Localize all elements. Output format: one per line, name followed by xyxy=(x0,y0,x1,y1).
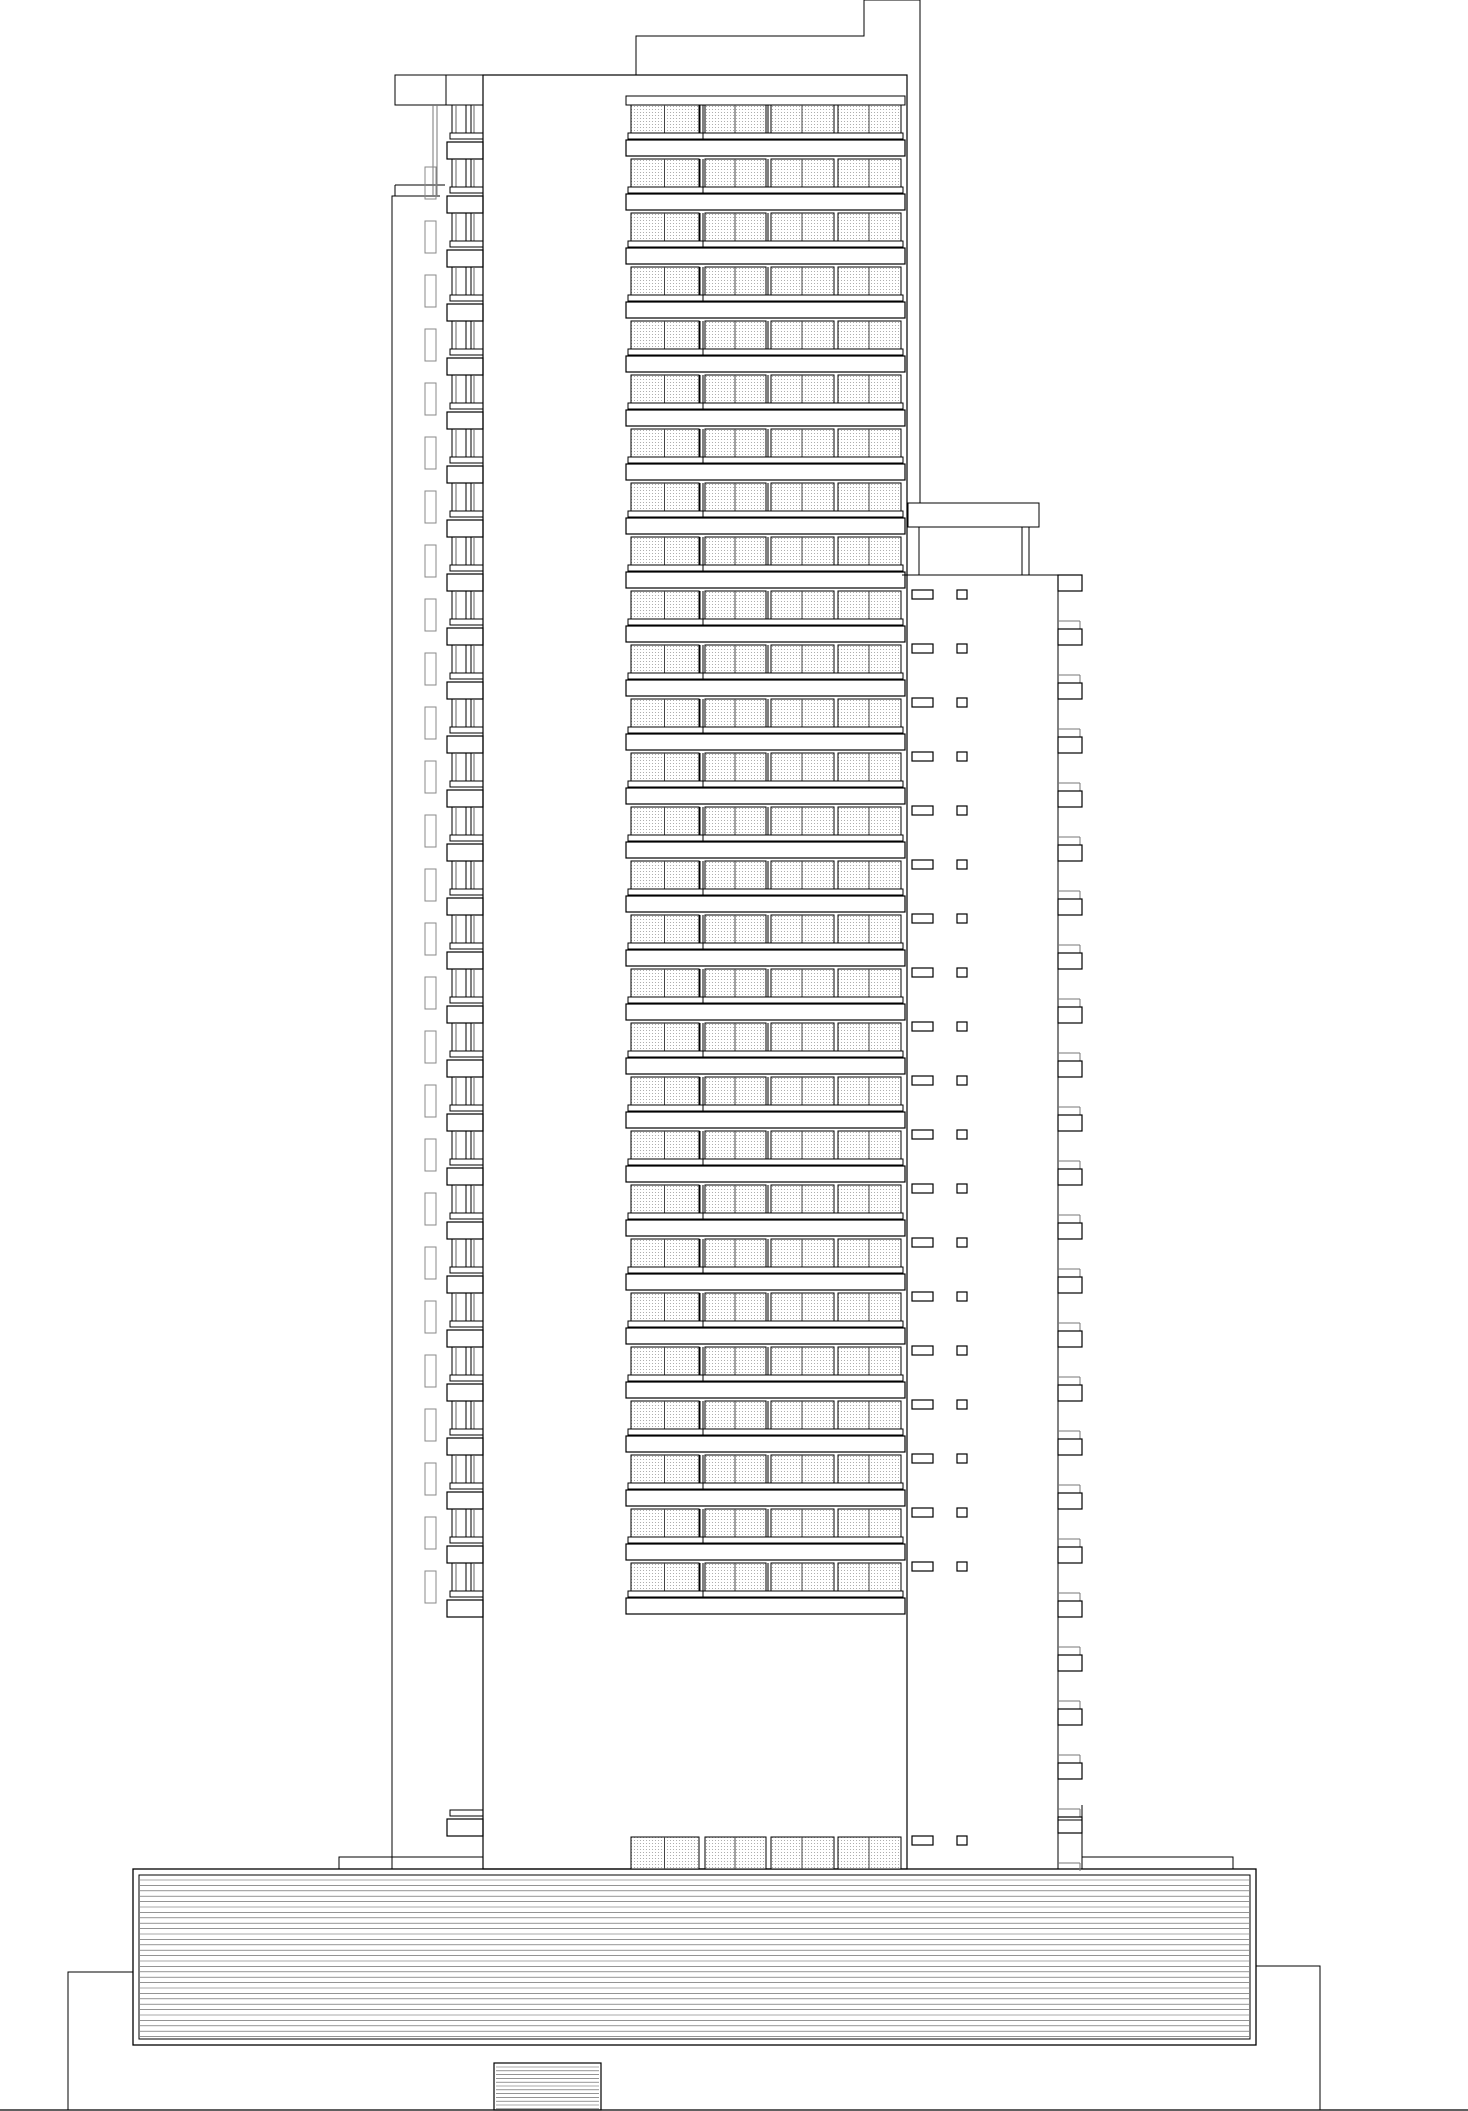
left-wing-balcony xyxy=(447,304,483,321)
side-wing-balcony xyxy=(1058,1061,1082,1077)
left-wing-window xyxy=(452,915,466,943)
left-wing-balcony xyxy=(447,358,483,375)
left-wing-window xyxy=(452,1401,466,1429)
left-wing-light-slot xyxy=(425,1193,436,1225)
left-wing-window xyxy=(452,1509,466,1537)
side-wing-roof-frame xyxy=(908,503,1039,527)
side-wing-window-small xyxy=(957,1238,967,1247)
left-wing-light-slot xyxy=(425,329,436,361)
side-wing-balcony xyxy=(1058,1655,1082,1671)
left-wing-window xyxy=(471,1077,483,1105)
left-wing-light-slot xyxy=(425,923,436,955)
slab-edge xyxy=(628,1483,903,1489)
slab-edge xyxy=(628,889,903,895)
left-wing-window xyxy=(452,1077,466,1105)
balcony-band xyxy=(626,410,905,426)
slab-edge xyxy=(628,1375,903,1381)
side-wing-balcony xyxy=(1058,1547,1082,1563)
side-wing-balcony xyxy=(1058,1817,1082,1833)
left-wing-window xyxy=(471,1239,483,1267)
left-wing-balcony xyxy=(447,574,483,591)
left-wing-light-slot xyxy=(425,1247,436,1279)
left-wing-slab xyxy=(450,1051,483,1057)
left-wing-window xyxy=(452,807,466,835)
slab-edge xyxy=(628,1213,903,1219)
side-wing-window-small xyxy=(957,590,967,599)
left-wing-balcony-base xyxy=(447,1819,483,1836)
side-wing-balcony xyxy=(1058,1007,1082,1023)
left-wing-balcony xyxy=(447,682,483,699)
left-wing-balcony xyxy=(447,1060,483,1077)
slab-edge xyxy=(628,1429,903,1435)
side-wing-window-wide xyxy=(912,1238,933,1247)
left-wing-balcony xyxy=(447,142,483,159)
side-wing-window-small xyxy=(957,968,967,977)
left-wing-balcony xyxy=(447,466,483,483)
left-wing-light-slot xyxy=(425,1517,436,1549)
side-wing-balcony xyxy=(1058,1331,1082,1347)
left-wing-light-slot xyxy=(425,707,436,739)
left-wing-window xyxy=(471,1023,483,1051)
left-wing-window xyxy=(471,429,483,457)
left-wing-window xyxy=(471,1509,483,1537)
side-wing-window-wide xyxy=(912,1454,933,1463)
side-wing-window-wide xyxy=(912,860,933,869)
side-wing-window-small xyxy=(957,1836,967,1845)
left-wing-slab xyxy=(450,1213,483,1219)
slab-edge xyxy=(628,1321,903,1327)
slab-edge xyxy=(628,781,903,787)
left-wing-window xyxy=(471,1185,483,1213)
balcony-band xyxy=(626,896,905,912)
left-wing-window xyxy=(471,105,483,133)
left-wing-light-slot xyxy=(425,599,436,631)
side-wing-window-small xyxy=(957,860,967,869)
left-wing-balcony xyxy=(447,952,483,969)
balcony-band xyxy=(626,1058,905,1074)
balcony-band xyxy=(626,1598,905,1614)
side-wing-window-wide xyxy=(912,1562,933,1571)
side-wing-window-wide xyxy=(912,1130,933,1139)
side-wing-window-wide xyxy=(912,1184,933,1193)
left-wing-window xyxy=(471,213,483,241)
left-wing-slab xyxy=(450,619,483,625)
podium-roof-step-left xyxy=(339,1857,483,1869)
slab-edge xyxy=(628,457,903,463)
side-wing-window-small xyxy=(957,1508,967,1517)
left-wing-window xyxy=(452,213,466,241)
left-wing-window xyxy=(471,699,483,727)
left-wing-window xyxy=(471,159,483,187)
left-wing-light-slot xyxy=(425,1463,436,1495)
balcony-band xyxy=(626,1004,905,1020)
side-wing-window-wide xyxy=(912,752,933,761)
left-wing-balcony xyxy=(447,1330,483,1347)
left-wing-balcony xyxy=(447,790,483,807)
side-wing-balcony xyxy=(1058,845,1082,861)
left-wing-window xyxy=(471,1293,483,1321)
left-wing-balcony xyxy=(447,1114,483,1131)
side-wing-window-small xyxy=(957,1400,967,1409)
slab-edge xyxy=(628,511,903,517)
top-cornice xyxy=(626,96,905,105)
left-wing-light-slot xyxy=(425,1031,436,1063)
left-wing-window xyxy=(452,699,466,727)
balcony-band xyxy=(626,1490,905,1506)
side-wing-balcony xyxy=(1058,1385,1082,1401)
left-wing-window xyxy=(471,969,483,997)
side-wing-window-wide xyxy=(912,644,933,653)
side-wing-window-wide xyxy=(912,590,933,599)
side-wing-balcony xyxy=(1058,1439,1082,1455)
side-wing-balcony xyxy=(1058,683,1082,699)
left-wing-balcony xyxy=(447,844,483,861)
left-wing-window xyxy=(452,1455,466,1483)
left-wing-balcony xyxy=(447,1168,483,1185)
balcony-band xyxy=(626,1166,905,1182)
balcony-band xyxy=(626,356,905,372)
left-wing-slab xyxy=(450,1375,483,1381)
left-wing-balcony xyxy=(447,250,483,267)
side-wing-balcony xyxy=(1058,899,1082,915)
balcony-band xyxy=(626,302,905,318)
balcony-band xyxy=(626,464,905,480)
left-annex-outline xyxy=(68,1972,133,2110)
balcony-band xyxy=(626,950,905,966)
balcony-band xyxy=(626,1220,905,1236)
left-wing-balcony xyxy=(447,1384,483,1401)
left-wing-window xyxy=(471,1401,483,1429)
left-wing-balcony xyxy=(447,898,483,915)
left-wing-window xyxy=(452,753,466,781)
left-wing-window xyxy=(452,267,466,295)
left-wing-balcony xyxy=(447,628,483,645)
left-wing-light-slot xyxy=(425,1085,436,1117)
side-wing-window-wide xyxy=(912,1022,933,1031)
left-wing-light-slot xyxy=(425,869,436,901)
side-wing-window-small xyxy=(957,1076,967,1085)
left-wing-window xyxy=(471,483,483,511)
left-wing-window xyxy=(452,1131,466,1159)
balcony-band xyxy=(626,140,905,156)
left-wing-balcony xyxy=(447,412,483,429)
left-wing-balcony xyxy=(447,736,483,753)
left-wing-balcony xyxy=(447,1546,483,1563)
slab-edge xyxy=(628,241,903,247)
side-wing-balcony xyxy=(1058,575,1082,591)
left-wing-window xyxy=(471,1131,483,1159)
side-wing-window-wide xyxy=(912,1400,933,1409)
left-wing-window xyxy=(452,1239,466,1267)
side-wing-window-small xyxy=(957,1292,967,1301)
slab-edge xyxy=(628,133,903,139)
left-wing-light-slot xyxy=(425,1139,436,1171)
side-wing-window-wide xyxy=(912,1346,933,1355)
side-wing-window-small xyxy=(957,1346,967,1355)
left-wing-window xyxy=(471,1563,483,1591)
side-wing-balcony xyxy=(1058,1277,1082,1293)
left-wing-balcony xyxy=(447,1006,483,1023)
left-wing-slab xyxy=(450,241,483,247)
balcony-band xyxy=(626,572,905,588)
left-wing-balcony xyxy=(447,1276,483,1293)
side-wing-window-small xyxy=(957,698,967,707)
slab-edge xyxy=(628,187,903,193)
left-wing-light-slot xyxy=(425,491,436,523)
side-wing-balcony xyxy=(1058,791,1082,807)
left-wing-light-slot xyxy=(425,761,436,793)
left-wing-slab xyxy=(450,835,483,841)
left-wing-parapet xyxy=(395,75,483,105)
left-wing-slab xyxy=(450,349,483,355)
left-wing-window xyxy=(452,483,466,511)
left-wing-slab xyxy=(450,403,483,409)
balcony-band xyxy=(626,626,905,642)
left-wing-window xyxy=(452,321,466,349)
side-wing-window-wide xyxy=(912,1508,933,1517)
side-wing-balcony xyxy=(1058,1709,1082,1725)
left-wing-slab xyxy=(450,889,483,895)
left-wing-slab xyxy=(450,1105,483,1111)
left-wing-balcony xyxy=(447,520,483,537)
balcony-band xyxy=(626,734,905,750)
left-wing-window xyxy=(471,645,483,673)
slab-edge xyxy=(628,835,903,841)
podium-inner-frame xyxy=(139,1875,1250,2039)
left-wing-window xyxy=(471,375,483,403)
left-wing-window xyxy=(452,645,466,673)
left-wing-slab xyxy=(450,997,483,1003)
side-wing-window-small xyxy=(957,644,967,653)
balcony-band xyxy=(626,1328,905,1344)
left-wing-window xyxy=(452,537,466,565)
side-wing-window-wide xyxy=(912,806,933,815)
left-wing-light-slot xyxy=(425,437,436,469)
side-wing-balcony xyxy=(1058,1601,1082,1617)
slab-edge xyxy=(628,1105,903,1111)
slab-edge xyxy=(628,943,903,949)
slab-edge xyxy=(628,403,903,409)
side-wing-balcony xyxy=(1058,1763,1082,1779)
left-wing-window xyxy=(471,591,483,619)
left-wing-slab xyxy=(450,1321,483,1327)
side-wing-balcony xyxy=(1058,1493,1082,1509)
left-wing-light-slot xyxy=(425,221,436,253)
left-wing-slab xyxy=(450,1591,483,1597)
left-wing-window xyxy=(452,591,466,619)
left-wing-window xyxy=(471,537,483,565)
left-wing-window xyxy=(452,159,466,187)
slab-edge xyxy=(628,1051,903,1057)
left-wing-window xyxy=(471,1347,483,1375)
left-wing-slab-base xyxy=(450,1810,483,1816)
right-annex-outline xyxy=(1256,1966,1320,2110)
left-wing-window xyxy=(452,1023,466,1051)
left-wing-slab xyxy=(450,187,483,193)
left-wing-light-slot xyxy=(425,1571,436,1603)
balcony-band xyxy=(626,518,905,534)
slab-edge xyxy=(628,619,903,625)
left-wing-light-slot xyxy=(425,1301,436,1333)
left-wing-slab xyxy=(450,1159,483,1165)
left-wing-slab xyxy=(450,1429,483,1435)
left-wing-window xyxy=(452,1563,466,1591)
left-wing-slab xyxy=(450,673,483,679)
left-wing-window xyxy=(471,267,483,295)
balcony-band xyxy=(626,248,905,264)
left-wing-light-slot xyxy=(425,653,436,685)
left-wing-window xyxy=(452,105,466,133)
slab-edge xyxy=(628,727,903,733)
left-wing-outline xyxy=(392,196,440,1869)
left-wing-slab xyxy=(450,781,483,787)
side-wing-window-small xyxy=(957,806,967,815)
slab-edge xyxy=(628,1267,903,1273)
podium-roof-step-right xyxy=(1082,1857,1233,1869)
left-wing-slab xyxy=(450,133,483,139)
left-wing-window xyxy=(471,807,483,835)
balcony-band xyxy=(626,788,905,804)
left-wing-light-slot xyxy=(425,167,436,199)
side-wing-outline xyxy=(902,575,1058,1869)
left-wing-window xyxy=(471,321,483,349)
left-wing-window xyxy=(471,1455,483,1483)
side-wing-window-small xyxy=(957,1562,967,1571)
side-wing-balcony xyxy=(1058,1223,1082,1239)
side-wing-window-wide xyxy=(912,698,933,707)
left-wing-balcony xyxy=(447,1492,483,1509)
left-wing-light-slot xyxy=(425,1355,436,1387)
left-wing-balcony xyxy=(447,1222,483,1239)
left-wing-light-slot xyxy=(425,545,436,577)
slab-edge xyxy=(628,997,903,1003)
left-wing-slab xyxy=(450,943,483,949)
side-wing-window-small xyxy=(957,1184,967,1193)
left-wing-window xyxy=(452,861,466,889)
left-wing-slab xyxy=(450,511,483,517)
side-wing-balcony xyxy=(1058,629,1082,645)
entrance-door xyxy=(494,2063,601,2110)
left-wing-window xyxy=(452,429,466,457)
side-wing-window-wide xyxy=(912,1292,933,1301)
balcony-band xyxy=(626,1544,905,1560)
side-wing-window-small xyxy=(957,1454,967,1463)
left-wing-slab xyxy=(450,1267,483,1273)
left-wing-light-slot xyxy=(425,977,436,1009)
slab-edge xyxy=(628,1159,903,1165)
side-wing-window-wide xyxy=(912,1836,933,1845)
left-wing-window xyxy=(452,1293,466,1321)
left-wing-balcony xyxy=(447,1438,483,1455)
left-wing-window xyxy=(471,915,483,943)
left-wing-window xyxy=(452,375,466,403)
side-wing-window-wide xyxy=(912,914,933,923)
slab-edge xyxy=(628,295,903,301)
left-wing-slab xyxy=(450,1483,483,1489)
balcony-band xyxy=(626,1382,905,1398)
balcony-band xyxy=(626,1274,905,1290)
balcony-band xyxy=(626,680,905,696)
left-wing-light-slot xyxy=(425,815,436,847)
side-wing-window-wide xyxy=(912,968,933,977)
balcony-band xyxy=(626,842,905,858)
left-wing-balcony xyxy=(447,1600,483,1617)
left-wing-window xyxy=(452,1185,466,1213)
side-wing-window-wide xyxy=(912,1076,933,1085)
side-wing-balcony xyxy=(1058,737,1082,753)
side-wing-window-small xyxy=(957,1022,967,1031)
left-wing-slab xyxy=(450,295,483,301)
slab-edge xyxy=(628,1591,903,1597)
slab-edge xyxy=(628,565,903,571)
podium-outline xyxy=(133,1869,1256,2045)
side-wing-balcony xyxy=(1058,1115,1082,1131)
left-wing-slab xyxy=(450,457,483,463)
left-wing-window xyxy=(452,969,466,997)
side-wing-window-small xyxy=(957,1130,967,1139)
left-wing-window xyxy=(471,861,483,889)
balcony-band xyxy=(626,1436,905,1452)
side-wing-window-small xyxy=(957,914,967,923)
left-wing-light-slot xyxy=(425,383,436,415)
left-wing-slab xyxy=(450,1537,483,1543)
left-wing-light-slot xyxy=(425,1409,436,1441)
balcony-band xyxy=(626,1112,905,1128)
slab-edge xyxy=(628,349,903,355)
left-wing-balcony xyxy=(447,196,483,213)
balcony-band xyxy=(626,194,905,210)
left-wing-slab xyxy=(450,565,483,571)
side-wing-window-small xyxy=(957,752,967,761)
slab-edge xyxy=(628,673,903,679)
slab-edge xyxy=(628,1537,903,1543)
left-wing-window xyxy=(471,753,483,781)
side-wing-balcony xyxy=(1058,1169,1082,1185)
side-wing-balcony xyxy=(1058,953,1082,969)
left-wing-window xyxy=(452,1347,466,1375)
left-wing-light-slot xyxy=(425,275,436,307)
left-wing-slab xyxy=(450,727,483,733)
